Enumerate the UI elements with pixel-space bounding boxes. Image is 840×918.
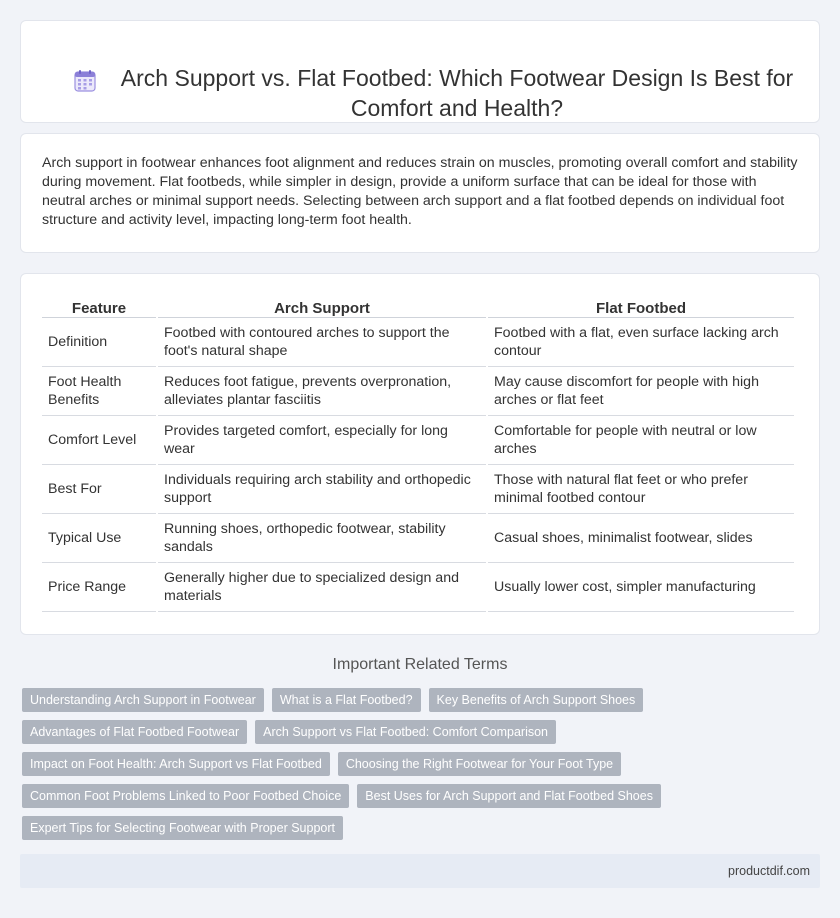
cell-flat-footbed: Usually lower cost, simpler manufacturing bbox=[488, 563, 794, 612]
header-feature: Feature bbox=[42, 296, 156, 318]
related-term-chip[interactable]: Common Foot Problems Linked to Poor Footbed Choice bbox=[22, 784, 349, 808]
footer-site-link[interactable]: productdif.com bbox=[728, 864, 810, 878]
related-term-chip[interactable]: What is a Flat Footbed? bbox=[272, 688, 421, 712]
related-terms-title: Important Related Terms bbox=[332, 656, 508, 673]
comparison-table bbox=[40, 296, 796, 612]
related-term-chip[interactable]: Key Benefits of Arch Support Shoes bbox=[429, 688, 644, 712]
header-flat-footbed: Flat Footbed bbox=[488, 296, 794, 318]
table-row bbox=[42, 318, 794, 367]
cell-arch-support: Individuals requiring arch stability and orthopedic support bbox=[158, 465, 486, 514]
cell-arch-support: Provides targeted comfort, especially for long wear bbox=[158, 416, 486, 465]
related-term-chip[interactable]: Choosing the Right Footwear for Your Foot Type bbox=[338, 752, 621, 776]
related-term-chip[interactable]: Arch Support vs Flat Footbed: Comfort Comparison bbox=[255, 720, 556, 744]
table-row bbox=[42, 416, 794, 465]
related-term-chip[interactable]: Advantages of Flat Footbed Footwear bbox=[22, 720, 247, 744]
title-card bbox=[20, 20, 820, 123]
related-term-chip[interactable]: Impact on Foot Health: Arch Support vs Flat Footbed bbox=[22, 752, 330, 776]
cell-flat-footbed: Those with natural flat feet or who prefer minimal footbed contour bbox=[488, 465, 794, 514]
table-row bbox=[42, 465, 794, 514]
footer bbox=[20, 854, 820, 888]
intro-card bbox=[20, 133, 820, 253]
cell-arch-support: Reduces foot fatigue, prevents overpronation, alleviates plantar fasciitis bbox=[158, 367, 486, 416]
page-title: Arch Support vs. Flat Footbed: Which Footwear Design Is Best for Comfort and Health? bbox=[120, 65, 794, 121]
table-header-row bbox=[42, 296, 794, 318]
cell-feature: Price Range bbox=[42, 563, 156, 612]
related-term-chip[interactable]: Expert Tips for Selecting Footwear with Proper Support bbox=[22, 816, 343, 840]
header-arch-support: Arch Support bbox=[158, 296, 486, 318]
calendar-icon bbox=[73, 69, 97, 93]
cell-flat-footbed: Casual shoes, minimalist footwear, slides bbox=[488, 514, 794, 563]
intro-paragraph: Arch support in footwear enhances foot alignment and reduces strain on muscles, promoting overall comfort and stability during movement. Flat footbeds, while simpler in design, provide a uniform surface that can be ideal for those with neutral arches or minimal support needs. Selecting between arch support and a flat footbed depends on individual foot structure and activity level, impacting long-term foot health. bbox=[42, 155, 798, 228]
table-row bbox=[42, 514, 794, 563]
table-row bbox=[42, 367, 794, 416]
cell-flat-footbed: May cause discomfort for people with high arches or flat feet bbox=[488, 367, 794, 416]
cell-arch-support: Generally higher due to specialized design and materials bbox=[158, 563, 486, 612]
cell-arch-support: Running shoes, orthopedic footwear, stability sandals bbox=[158, 514, 486, 563]
table-row bbox=[42, 563, 794, 612]
related-terms-list bbox=[22, 688, 812, 840]
cell-feature: Best For bbox=[42, 465, 156, 514]
table-card bbox=[20, 273, 820, 635]
cell-feature: Foot Health Benefits bbox=[42, 367, 156, 416]
cell-flat-footbed: Footbed with a flat, even surface lacking arch contour bbox=[488, 318, 794, 367]
related-term-chip[interactable]: Understanding Arch Support in Footwear bbox=[22, 688, 264, 712]
cell-arch-support: Footbed with contoured arches to support the foot's natural shape bbox=[158, 318, 486, 367]
cell-flat-footbed: Comfortable for people with neutral or low arches bbox=[488, 416, 794, 465]
cell-feature: Comfort Level bbox=[42, 416, 156, 465]
cell-feature: Definition bbox=[42, 318, 156, 367]
cell-feature: Typical Use bbox=[42, 514, 156, 563]
related-term-chip[interactable]: Best Uses for Arch Support and Flat Footbed Shoes bbox=[357, 784, 661, 808]
